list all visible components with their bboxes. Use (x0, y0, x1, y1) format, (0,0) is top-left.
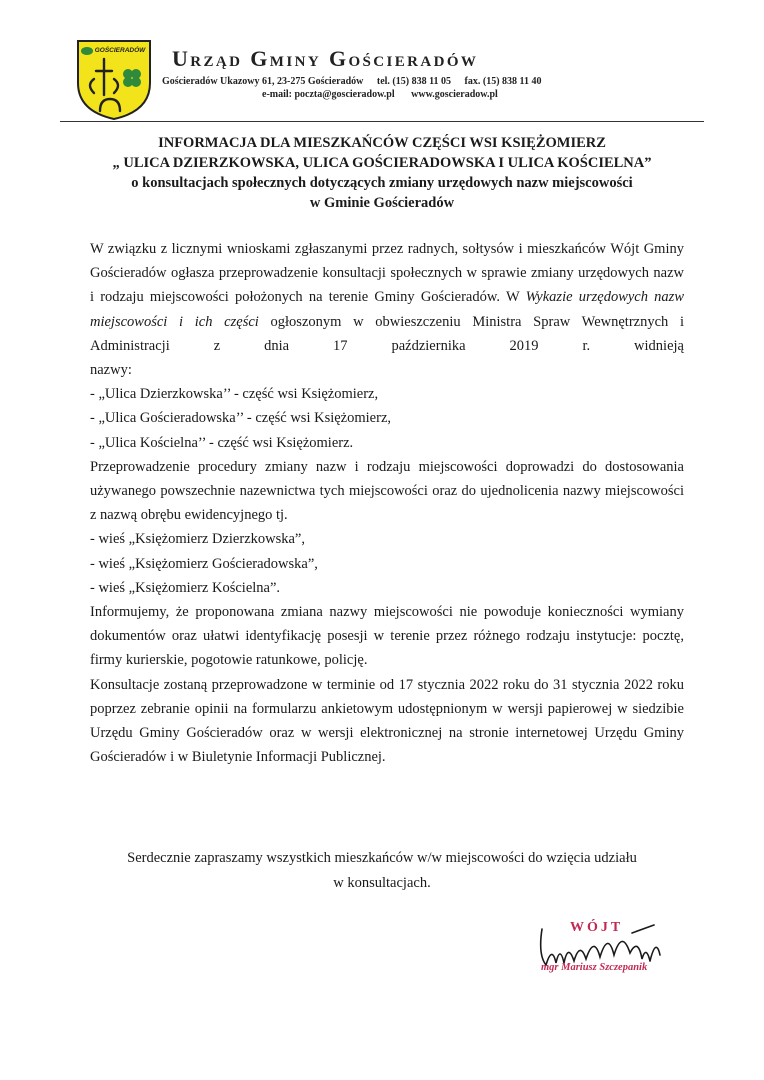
intro-paragraph-end: nazwy: (90, 362, 132, 379)
heading-line-3: o konsultacjach społecznych dotyczących zmiany urzędowych nazw miejscowości (131, 175, 633, 191)
invitation-line-1: Serdecznie zapraszamy wszystkich mieszkańców w/w miejscowości do wzięcia udziału (127, 850, 637, 866)
heading-line-1: INFORMACJA DLA MIESZKAŃCÓW CZĘŚCI WSI KSIĘŻOMIERZ (158, 135, 606, 151)
stamp-title: WÓJT (570, 920, 624, 935)
procedure-paragraph: Przeprowadzenie procedury zmiany nazw i rodzaju miejscowości doprowadzi do dostosowania używanego powszechnie nazewnictwa tych miejscowości oraz do ujednolicenia nazwy miejscowości z nazwą obrębu ewidencyjnego tj. (90, 458, 684, 524)
current-name-item: - „Ulica Gościeradowska’’ - część wsi Księżomierz, (90, 410, 392, 427)
website-address: www.goscieradow.pl (411, 89, 498, 100)
document-heading (60, 133, 704, 213)
heading-line-2: „ ULICA DZIERZKOWSKA, ULICA GOŚCIERADOWSKA I ULICA KOŚCIELNA” (112, 155, 652, 171)
intro-paragraph: W związku z licznymi wnioskami zgłaszanymi przez radnych, sołtysów i mieszkańców Wójt Gminy Gościeradów ogłasza przeprowadzenie konsultacji społecznych w sprawie zmiany urzędowych nazw i rodzaju miejscowości położonych na terenie Gminy Gościeradów. W Wykazie urzędowych nazw miejscowości i ich części ogłoszonym w obwieszczeniu Ministra Spraw Wewnętrznych i Administracji z dnia 17 października 2019 r. widnieją (90, 241, 685, 354)
document-body (90, 237, 684, 769)
new-name-item: - wieś „Księżomierz Gościeradowska”, (90, 555, 318, 572)
fax-number: fax. (15) 838 11 40 (464, 76, 542, 87)
address-line (162, 76, 552, 87)
stamp-name: mgr Mariusz Szczepanik (541, 962, 648, 973)
header-divider (60, 121, 704, 122)
email-address: e-mail: poczta@goscieradow.pl (262, 89, 395, 100)
office-name: Urząd Gminy Gościeradów (172, 46, 479, 71)
information-paragraph: Informujemy, że proponowana zmiana nazwy miejscowości nie powoduje konieczności wymiany dokumentów oraz ułatwi identyfikację posesji w terenie przez różnego rodzaju instytucje: pocztę, firmy kurierskie, pogotowie ratunkowe, policję. (90, 604, 684, 669)
invitation (70, 846, 694, 896)
phone-number: tel. (15) 838 11 05 (376, 76, 452, 87)
svg-text:GOŚCIERADÓW: GOŚCIERADÓW (94, 47, 146, 54)
invitation-line-2: w konsultacjach. (333, 875, 431, 891)
consultation-paragraph: Konsultacje zostaną przeprowadzone w terminie od 17 stycznia 2022 roku do 31 stycznia 2022 roku poprzez zebranie opinii na formularzu ankietowym udostępnionym w wersji papierowej w siedzibie Urzędu Gminy Gościeradów oraz w wersji elektronicznej na stronie internetowej Urzędu Gminy Gościeradów i w Biuletynie Informacji Publicznej. (90, 676, 684, 766)
new-name-item: - wieś „Księżomierz Dzierzkowska”, (90, 531, 305, 548)
postal-address: Gościeradów Ukazowy 61, 23-275 Gościeradów (162, 76, 364, 87)
register-title: Wykazie urzędowych nazw miejscowości i ich części (90, 289, 684, 330)
new-name-item: - wieś „Księżomierz Kościelna”. (90, 579, 281, 596)
heading-line-4: w Gminie Gościeradów (309, 195, 455, 211)
current-name-item: - „Ulica Kościelna’’ - część wsi Księżomierz. (90, 434, 354, 451)
current-name-item: - „Ulica Dzierzkowska’’ - część wsi Księżomierz, (90, 386, 379, 403)
coat-of-arms-logo (72, 37, 156, 121)
contact-line (262, 89, 512, 100)
